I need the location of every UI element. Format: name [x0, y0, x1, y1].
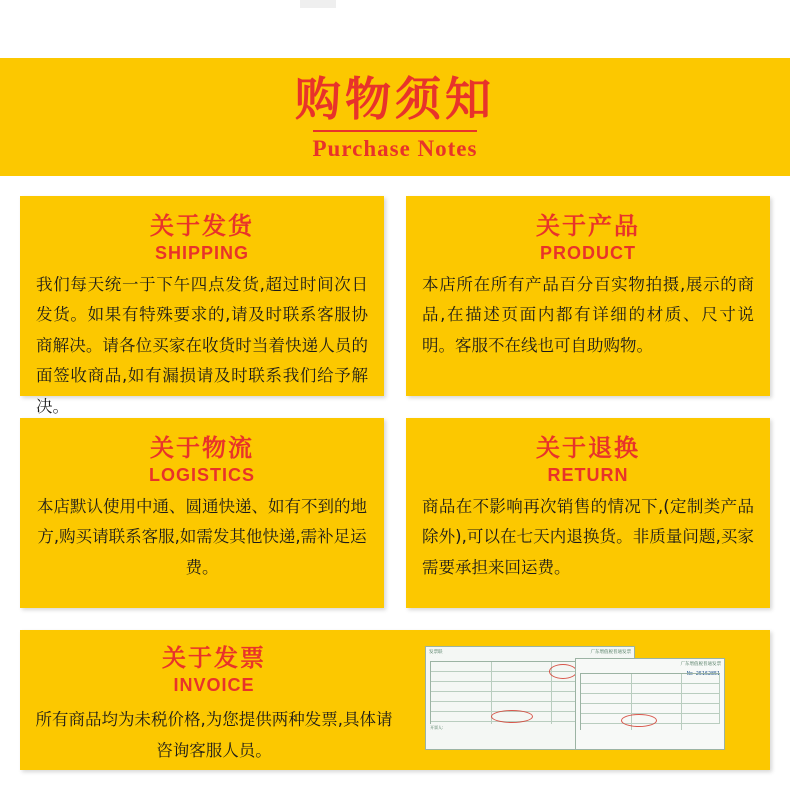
invoice-back-table: [580, 673, 720, 730]
card-logistics: [20, 418, 384, 608]
card-return-title-en: RETURN: [547, 464, 629, 485]
card-invoice-title-en: INVOICE: [173, 674, 255, 695]
card-product-body: 本店所在所有产品百分百实物拍摄,展示的商品,在描述页面内都有详细的材质、尺寸说明。客服不在线也可自助购物。: [422, 274, 754, 355]
notes-grid: [20, 196, 770, 792]
invoice-table-divider: [681, 674, 682, 730]
page-title: 购物须知: [295, 71, 495, 126]
card-logistics-body: 本店默认使用中通、圆通快递、如有不到的地方,购买请联系客服,如需发其他快递,需补足运费。: [37, 496, 367, 577]
card-return-body: 商品在不影响再次销售的情况下,(定制类产品除外),可以在七天内退换货。非质量问题,买家需要承担来回运费。: [422, 496, 754, 577]
invoice-table-row: [581, 694, 720, 704]
invoice-table-row: [581, 684, 720, 694]
top-artifact: [300, 0, 336, 8]
card-invoice-body: 所有商品均为未税价格,为您提供两种发票,具体请咨询客服人员。: [35, 709, 393, 761]
card-product-title-cn: 关于产品: [536, 212, 640, 240]
card-shipping-title-en: SHIPPING: [154, 242, 250, 263]
page-subtitle-wrap: [313, 130, 478, 161]
card-logistics-title-en: LOGISTICS: [148, 464, 255, 485]
invoice-front-foot-left: 开票人:: [430, 725, 444, 730]
notes-row-1: [20, 196, 770, 416]
card-return: [406, 418, 770, 608]
page-subtitle: Purchase Notes: [312, 135, 478, 161]
invoice-front-head: [426, 647, 634, 655]
top-white-strip: [0, 0, 790, 58]
card-return-title-cn: 关于退换: [536, 434, 640, 462]
invoice-image-stack: [425, 644, 725, 756]
notes-row-2: [20, 418, 770, 608]
invoice-back-number: No 25162851: [686, 671, 720, 677]
card-invoice-images: [394, 640, 756, 760]
page-header-band: [0, 58, 790, 176]
invoice-document-back: [575, 658, 725, 750]
invoice-red-stamp: [491, 710, 533, 723]
invoice-front-head-right: 广东增值税普通发票: [590, 650, 631, 655]
invoice-front-head-left: 发票联: [429, 650, 443, 655]
invoice-table-row: [581, 704, 720, 714]
card-invoice: [20, 630, 770, 770]
card-logistics-title-cn: 关于物流: [150, 434, 254, 462]
card-product: [406, 196, 770, 396]
card-shipping-title-cn: 关于发货: [150, 212, 254, 240]
notes-row-3: [20, 630, 770, 770]
card-shipping-body: 我们每天统一于下午四点发货,超过时间次日发货。如果有特殊要求的,请及时联系客服协商解决。请各位买家在收货时当着快递人员的面签收商品,如有漏损请及时联系我们给予解决。: [36, 274, 368, 416]
invoice-back-head-right: 广东增值税普通发票: [680, 662, 721, 667]
card-shipping: [20, 196, 384, 416]
card-invoice-title-cn: 关于发票: [162, 644, 266, 672]
card-product-title-en: PRODUCT: [540, 242, 636, 263]
invoice-red-stamp: [621, 714, 657, 727]
invoice-red-stamp: [549, 664, 577, 679]
invoice-back-head: [576, 659, 724, 667]
card-invoice-text: [34, 640, 394, 760]
invoice-table-row: [581, 674, 720, 684]
